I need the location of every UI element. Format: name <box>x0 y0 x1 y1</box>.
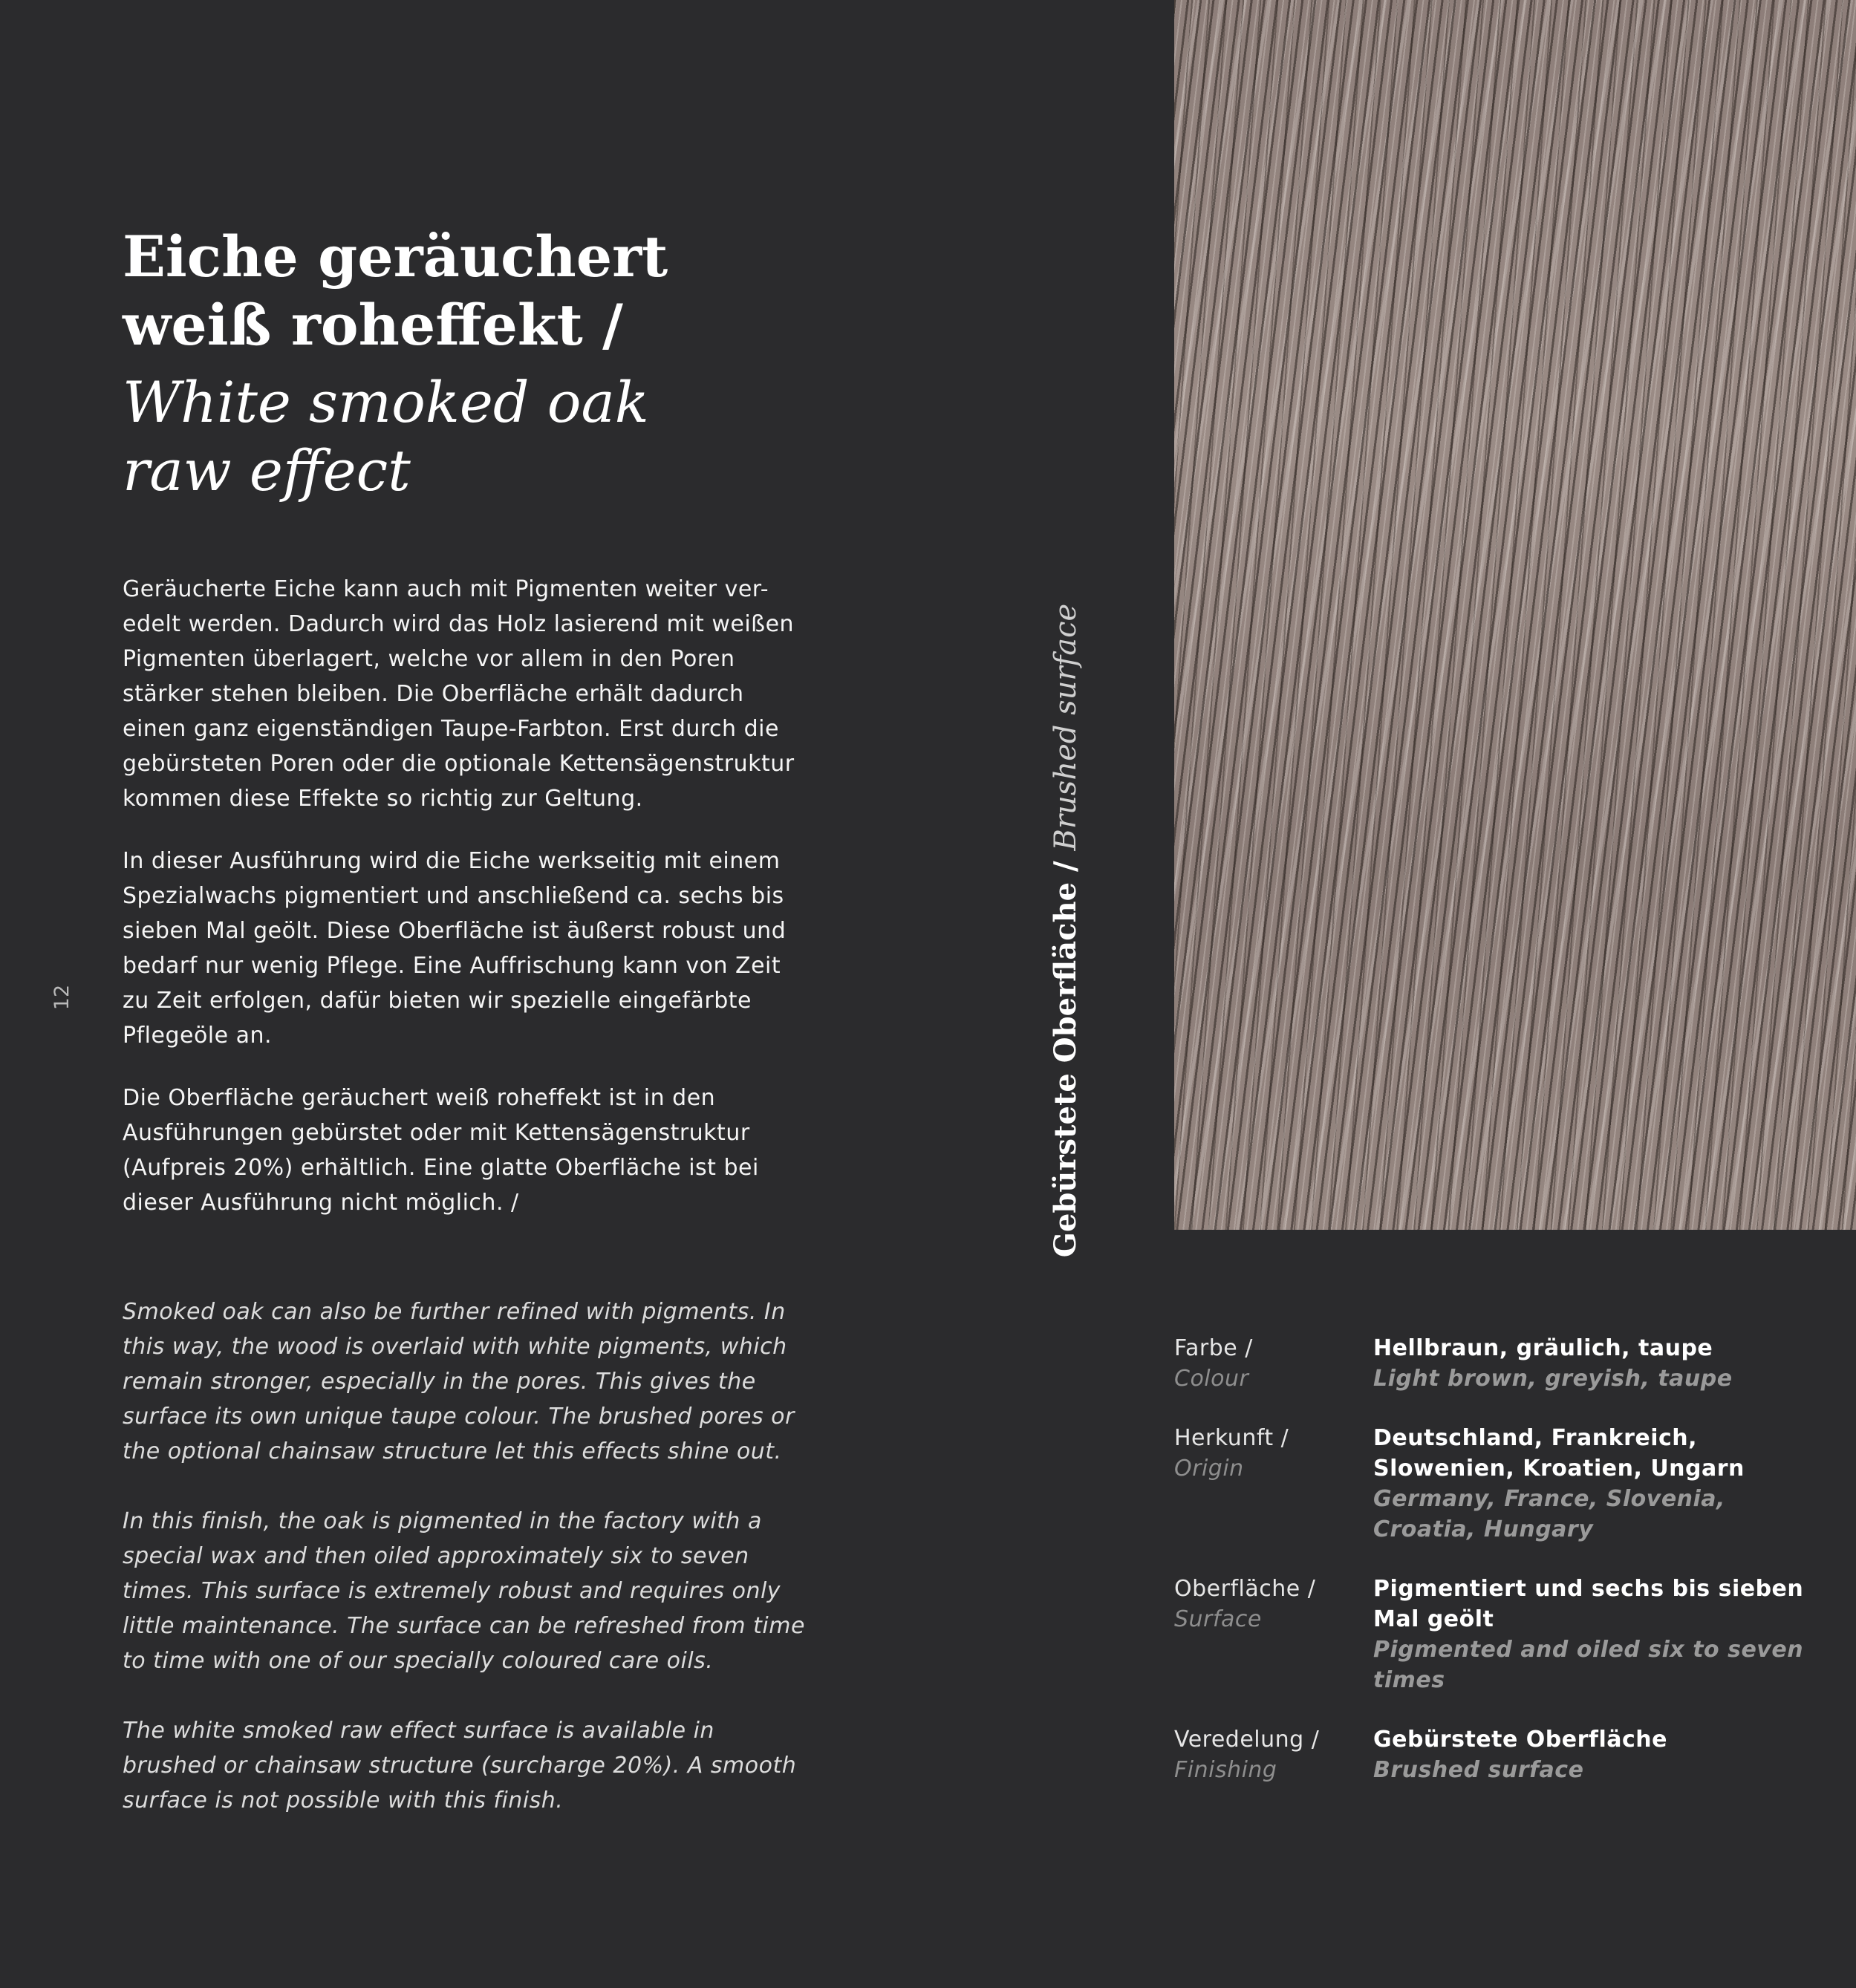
side-label-german: Gebürstete Oberfläche <box>1048 881 1083 1258</box>
spec-table <box>1174 1333 1828 1814</box>
spec-value-english: Brushed surface <box>1373 1757 1584 1783</box>
spec-value-german: Deutschland, Frankreich, Slowenien, Kroatien, Ungarn <box>1373 1425 1745 1482</box>
spec-value-english: Germany, France, Slovenia, Croatia, Hungary <box>1373 1486 1725 1542</box>
spec-label-german: Herkunft / <box>1174 1425 1289 1451</box>
paragraph-german: Geräucherte Eiche kann auch mit Pigmenten weiter ver- edelt werden. Dadurch wird das Holz lasierend mit weißen Pigmenten überlagert, welche vor allem in den Poren stärker stehen bleiben. Die Oberfläche erhält dadurch einen ganz eigenständigen Taupe-Farbton. Erst durch die gebürsteten Poren oder die optionale Kettensägenstruktur kommen diese Effekte so richtig zur Geltung. <box>123 576 795 812</box>
spec-label <box>1174 1724 1373 1785</box>
paragraph-english: Smoked oak can also be further refined with pigments. In this way, the wood is overlaid with white pigments, which remain stronger, especially in the pores. This gives the surface its own unique taupe colour. The brushed pores or the optional chainsaw structure let this effects shine out. <box>123 1299 795 1464</box>
title-english-line: White smoked oak <box>123 369 649 435</box>
spec-value-german: Hellbraun, gräulich, taupe <box>1373 1335 1713 1361</box>
paragraph-english: The white smoked raw effect surface is available in brushed or chainsaw structure (surcharge 20%). A smooth surface is not possible with this finish. <box>123 1718 797 1813</box>
spec-row-finishing <box>1174 1724 1828 1785</box>
spec-row-colour <box>1174 1333 1828 1394</box>
spec-row-origin <box>1174 1423 1828 1545</box>
spec-label <box>1174 1574 1373 1695</box>
title-english-line: raw effect <box>123 437 411 503</box>
spec-value-german: Gebürstete Oberfläche <box>1373 1727 1667 1753</box>
spec-value-english: Pigmented and oiled six to seven times <box>1373 1637 1804 1693</box>
spec-row-surface <box>1174 1574 1828 1695</box>
side-label-english: Brushed surface <box>1049 603 1083 851</box>
spec-value <box>1373 1574 1828 1695</box>
paragraph-german: Die Oberfläche geräuchert weiß roheffekt ist in den Ausführungen gebürstet oder mit Kettensägenstruktur (Aufpreis 20%) erhältlich. Eine glatte Oberfläche ist bei dieser Ausführung nicht möglich. / <box>123 1085 759 1216</box>
spec-label-english: Origin <box>1174 1456 1244 1482</box>
side-label-separator: / <box>1048 850 1083 882</box>
title-german <box>123 223 865 359</box>
title-german-line: Eiche geräuchert <box>123 224 668 290</box>
spec-value-english: Light brown, greyish, taupe <box>1373 1366 1733 1392</box>
title-german-line: weiß roheffekt / <box>123 292 623 358</box>
spec-label <box>1174 1423 1373 1545</box>
title-english <box>123 368 865 505</box>
page-title <box>123 223 865 505</box>
spec-value <box>1373 1333 1828 1394</box>
paragraph-german: In dieser Ausführung wird die Eiche werkseitig mit einem Spezialwachs pigmentiert und anschließend ca. sechs bis sieben Mal geölt. Diese Oberfläche ist äußerst robust und bedarf nur wenig Pflege. Eine Auffrischung kann von Zeit zu Zeit erfolgen, dafür bieten wir spezielle eingefärbte Pflegeöle an. <box>123 848 787 1049</box>
spec-label-german: Farbe / <box>1174 1335 1253 1361</box>
spec-value-german: Pigmentiert und sechs bis sieben Mal geölt <box>1373 1576 1804 1632</box>
spec-label-german: Veredelung / <box>1174 1727 1320 1753</box>
paragraph-english: In this finish, the oak is pigmented in the factory with a special wax and then oiled approximately six to seven times. This surface is extremely robust and requires only little maintenance. The surface can be refreshed from time to time with one of our specially coloured care oils. <box>123 1508 805 1674</box>
spec-label-english: Finishing <box>1174 1757 1277 1783</box>
surface-side-label <box>1043 596 1088 1265</box>
spec-label-english: Surface <box>1174 1606 1262 1632</box>
wood-sample-image <box>1174 0 1856 1230</box>
page-number: 12 <box>51 984 74 1011</box>
spec-label-english: Colour <box>1174 1366 1249 1392</box>
spec-label-german: Oberfläche / <box>1174 1576 1316 1602</box>
spec-value <box>1373 1724 1828 1785</box>
spec-value <box>1373 1423 1828 1545</box>
spec-label <box>1174 1333 1373 1394</box>
body-text <box>123 572 813 1853</box>
